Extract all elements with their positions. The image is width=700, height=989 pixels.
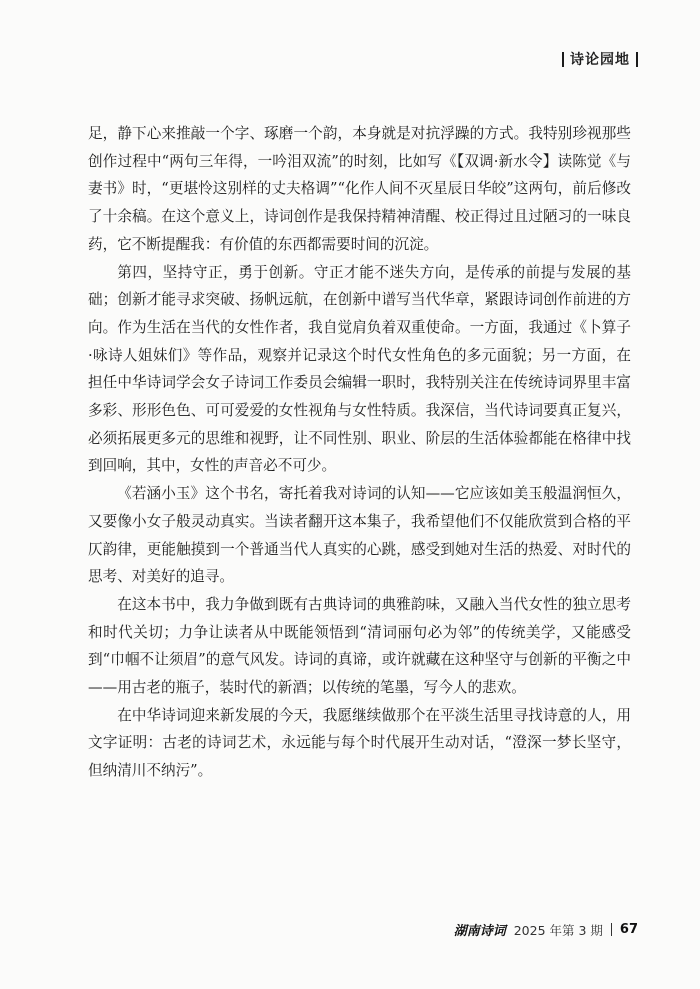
article-body (88, 120, 631, 785)
issue-label: 2025 年第 3 期 (513, 922, 603, 938)
paragraph: 在中华诗词迎来新发展的今天，我愿继续做那个在平淡生活里寻找诗意的人，用文字证明：古老的诗词艺术，永远能与每个时代展开生动对话，“澄深一梦长坚守，但纳清川不纳污”。 (88, 706, 631, 780)
paragraph: 在这本书中，我力争做到既有古典诗词的典雅韵味，又融入当代女性的独立思考和时代关切；力争让读者从中既能领悟到“清词丽句必为邻”的传统美学，又能感受到“巾帼不让须眉”的意气风发。诗词的真谛，或许就藏在这种坚守与创新的平衡之中——用古老的瓶子，装时代的新酒；以传统的笔墨，写今人的悲欢。 (88, 595, 631, 697)
page-number: 67 (619, 922, 638, 937)
magazine-logo: 湖南诗词 (453, 924, 506, 939)
page-footer (454, 920, 638, 939)
paragraph: 《若涵小玉》这个书名，寄托着我对诗词的认知——它应该如美玉般温润恒久，又要像小女子般灵动真实。当读者翻开这本集子，我希望他们不仅能欣赏到合格的平仄韵律，更能触摸到一个普通当代人真实的心跳，感受到她对生活的热爱、对时代的思考、对美好的追寻。 (88, 485, 631, 586)
tag-right-bar (636, 52, 638, 67)
footer-divider (611, 923, 612, 936)
section-tag-label: 诗论园地 (570, 52, 630, 68)
tag-left-bar (562, 52, 564, 67)
paragraph: 第四，坚持守正，勇于创新。守正才能不迷失方向，是传承的前提与发展的基础；创新才能寻求突破、扬帆远航，在创新中谱写当代华章，紧跟诗词创作前进的方向。作为生活在当代的女性作者，我自觉肩负着双重使命。一方面，我通过《卜算子·咏诗人姐妹们》等作品，观察并记录这个时代女性角色的多元面貌；另一方面，在担任中华诗词学会女子诗词工作委员会编辑一职时，我特别关注在传统诗词界里丰富多彩、形形色色、可可爱爱的女性视角与女性特质。我深信，当代诗词要真正复兴，必须拓展更多元的思维和视野，让不同性别、职业、阶层的生活体验都能在格律中找到回响，其中，女性的声音必不可少。 (88, 263, 631, 475)
paragraph-continued: 足，静下心来推敲一个字、琢磨一个韵，本身就是对抗浮躁的方式。我特别珍视那些创作过程中“两句三年得，一吟泪双流”的时刻，比如写《【双调·新水令】读陈觉《与妻书》时，“更堪怜这别样的丈夫格调”“化作人间不灭星辰日华皎”这两句，前后修改了十余稿。在这个意义上，诗词创作是我保持精神清醒、校正得过且过陋习的一味良药，它不断提醒我：有价值的东西都需要时间的沉淀。 (88, 125, 631, 253)
section-tag (562, 49, 638, 69)
